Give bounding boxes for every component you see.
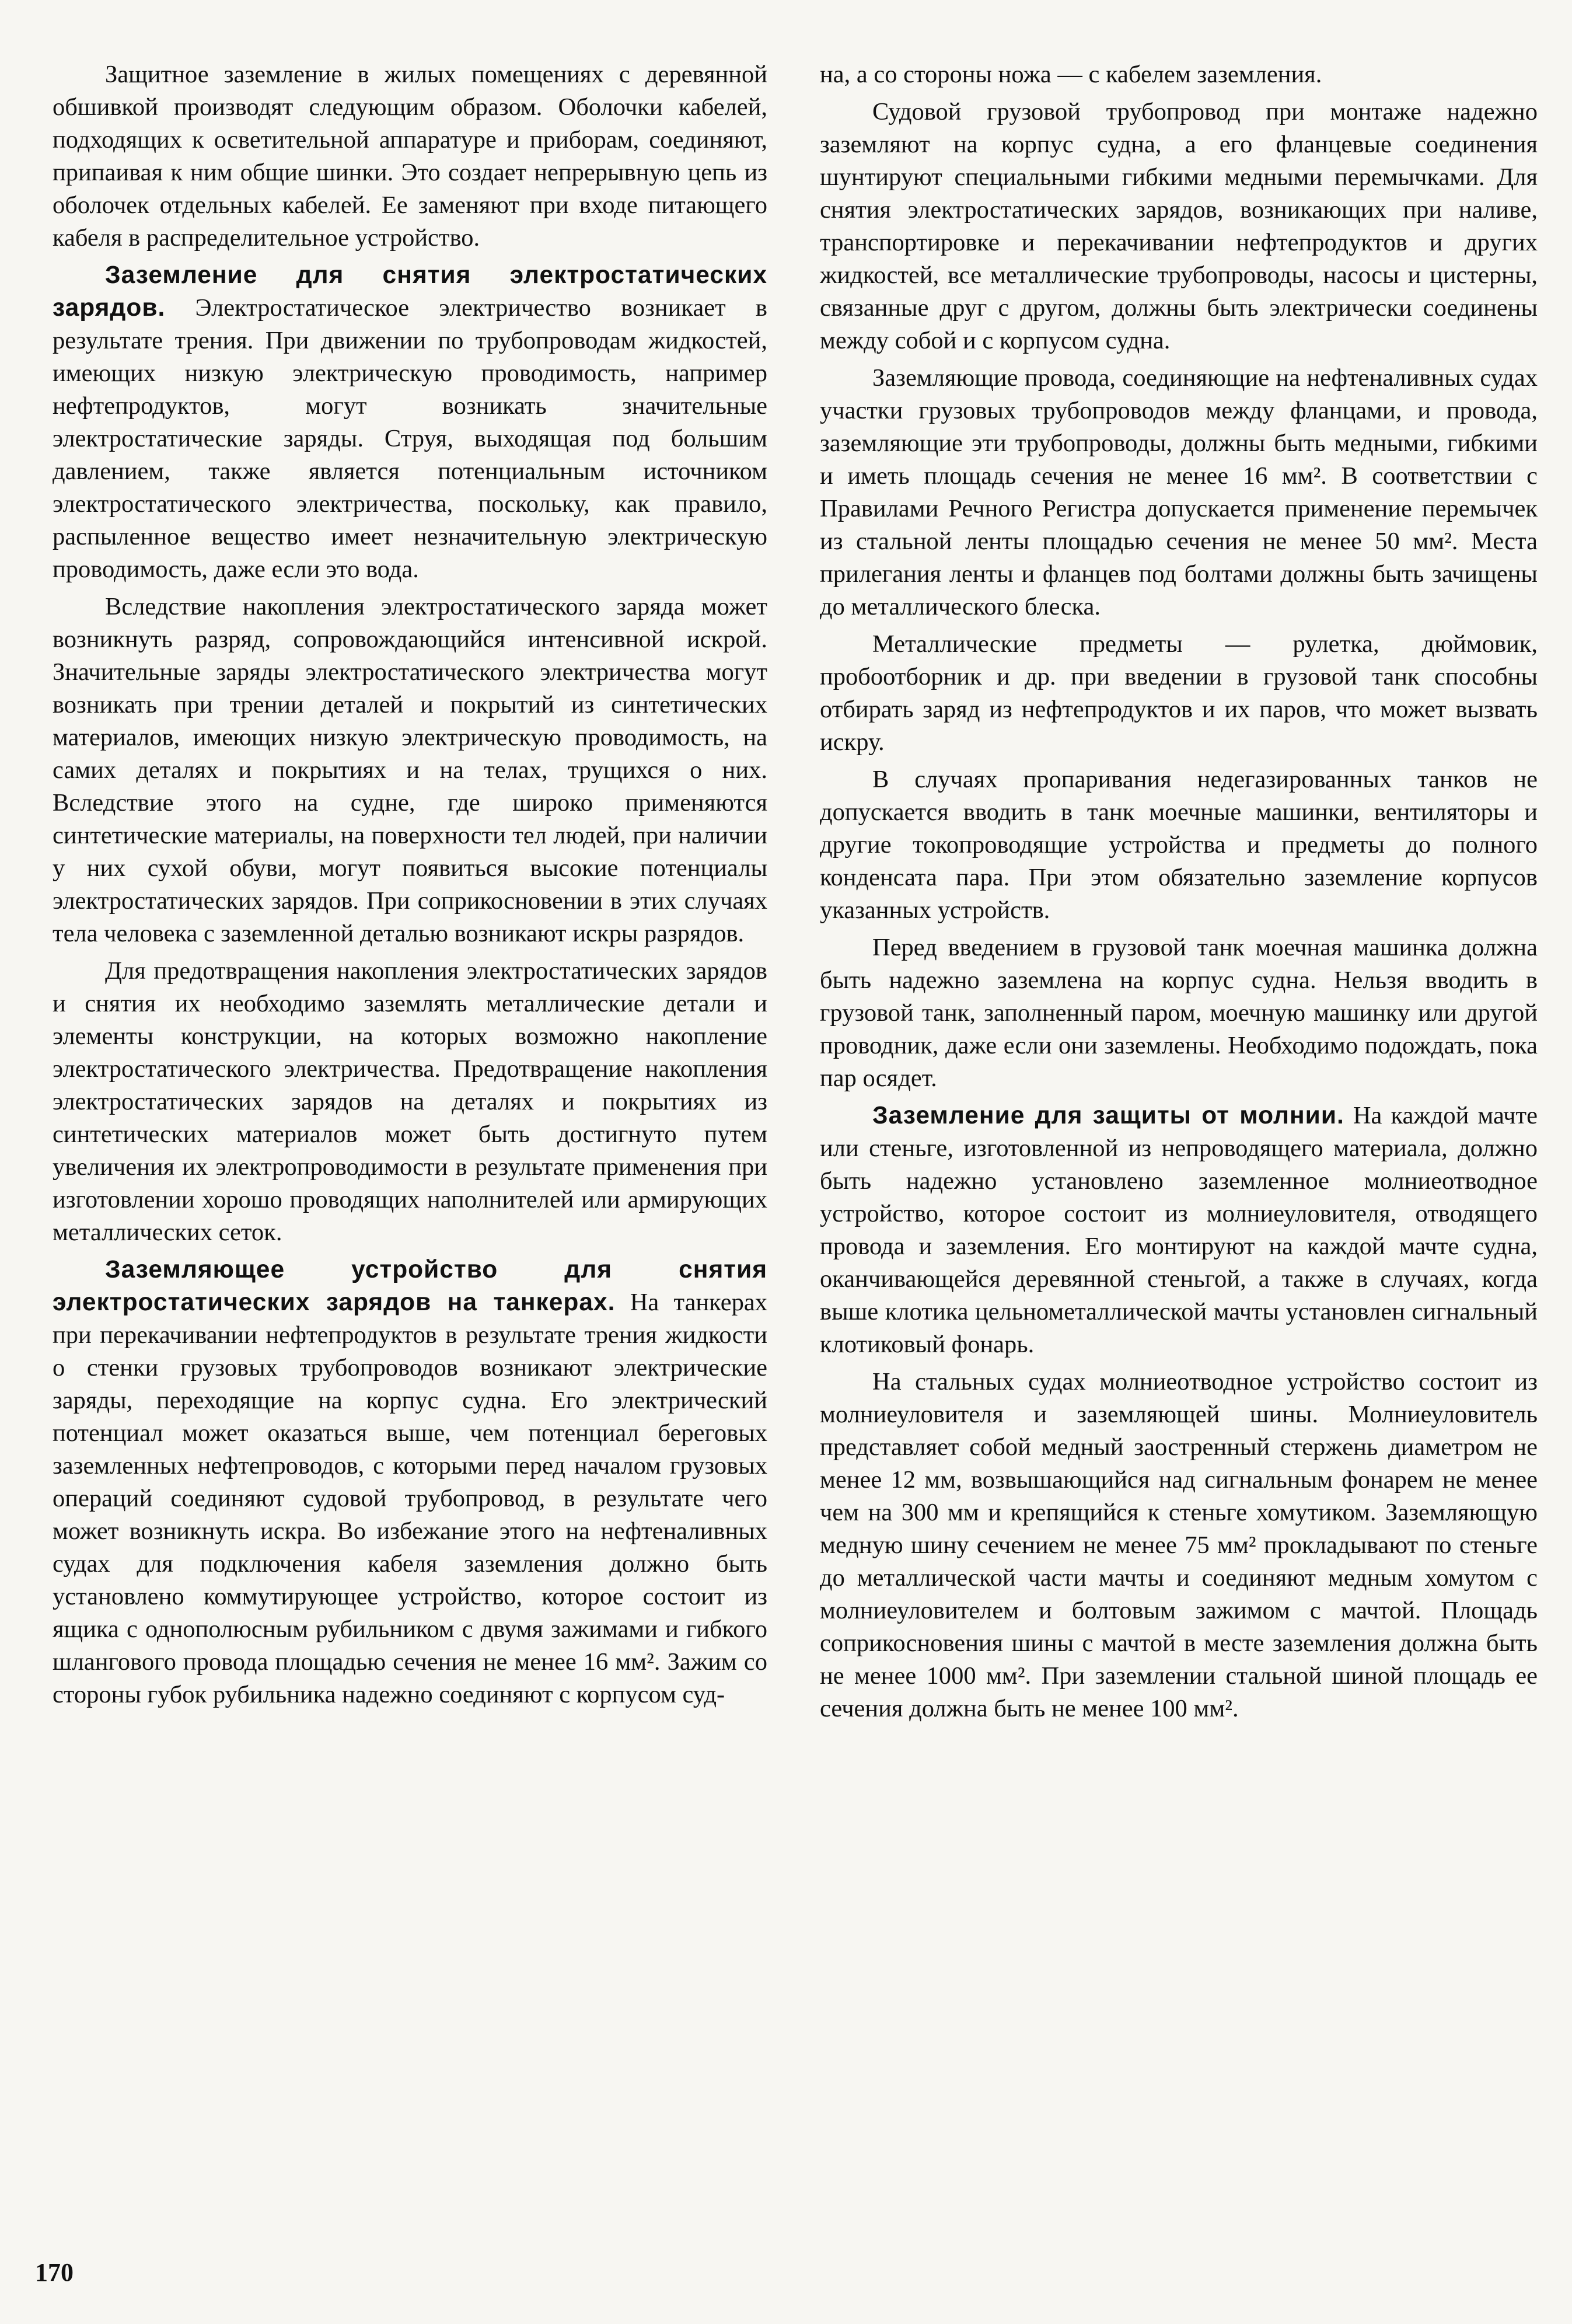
paragraph: На стальных судах молниеотводное устройство состоит из молниеуловителя и заземляющей шины. Молниеуловитель представляет собой медный заостренный стержень диаметром не менее 12 мм, возвышающийся над сигнальным фонарем не менее чем на 300 мм и крепящийся к стеньге хомутиком. Заземляющую медную шину сечением не менее 75 мм² прокладывают по стеньге до металлической части мачты и соединяют медным хомутом с молниеуловителем и болтовым зажимом с мачтой. Площадь соприкосновения шины с мачтой в месте заземления должна быть не менее 1000 мм². При заземлении стальной шиной площадь ее сечения должна быть не менее 100 мм². bbox=[820, 1368, 1538, 1722]
paragraph: Заземляющие провода, соединяющие на нефтеналивных судах участки грузовых трубопроводов между фланцами, и провода, заземляющие эти трубопроводы, должны быть медными, гибкими и иметь площадь сечения не менее 16 мм². В соответствии с Правилами Речного Регистра допускается применение перемычек из стальной ленты площадью сечения не менее 50 мм². Места прилегания ленты и фланцев под болтами должны быть зачищены до металлического блеска. bbox=[820, 364, 1538, 620]
paragraph: Металлические предметы — рулетка, дюймовик, пробоотборник и др. при введении в грузовой танк способны отбирать заряд из нефтепродуктов и их паров, что может вызвать искру. bbox=[820, 630, 1538, 756]
section-heading: Заземление для защиты от молнии. bbox=[872, 1102, 1344, 1129]
paragraph: Для предотвращения накопления электростатических зарядов и снятия их необходимо заземлять металлические детали и элементы конструкции, на которых возможно накопление электростатического электричества. Предотвращение накопления электростатических зарядов на деталях и покрытиях из синтетических материалов может быть достигнуто путем увеличения их электропроводимости в результате применения при изготовлении хорошо проводящих наполнителей или армирующих металлических сеток. bbox=[53, 957, 767, 1246]
paragraph: Заземление для защиты от молнии. На каждой мачте или стеньге, изготовленной из непроводящего материала, должно быть надежно установлено заземленное молниеотводное устройство, которое состоит из молниеуловителя, отводящего провода и заземления. Его монтируют на каждой мачте судна, оканчивающейся деревянной стеньгой, а также в случаях, когда выше клотика цельнометаллической мачты установлен сигнальный клотиковый фонарь. bbox=[820, 1102, 1538, 1358]
paragraph: Защитное заземление в жилых помещениях с деревянной обшивкой производят следующим образом. Оболочки кабелей, подходящих к осветительной аппаратуре и приборам, соединяют, припаивая к ним общие шинки. Это создает непрерывную цепь из оболочек отдельных кабелей. Ее заменяют при входе питающего кабеля в распределительное устройство. bbox=[53, 61, 767, 252]
paragraph-continuation: на, а со стороны ножа — с кабелем заземления. bbox=[820, 61, 1322, 88]
paragraph: В случаях пропаривания недегазированных танков не допускается вводить в танк моечные машинки, вентиляторы и другие токопроводящие устройства и предметы до полного конденсата пара. При этом обязательно заземление корпусов указанных устройств. bbox=[820, 766, 1538, 924]
paragraph: Заземляющее устройство для снятия электростатических зарядов на танкерах. На танкерах при перекачивании нефтепродуктов в результате трения жидкости о стенки грузовых трубопроводов возникают электрические заряды, переходящие на корпус судна. Его электрический потенциал может оказаться выше, чем потенциал береговых заземленных нефтепроводов, с которыми перед началом грузовых операций соединяют судовой трубопровод, в результате чего может возникнуть искра. Во избежание этого на нефтеналивных судах для подключения кабеля заземления должно быть установлено коммутирующее устройство, которое состоит из ящика с однополюсным рубильником с двумя зажимами и гибкого шлангового провода площадью сечения не менее 16 мм². Зажим со стороны губок рубильника надежно соединяют с корпусом суд- bbox=[53, 1256, 767, 1708]
right-text-column bbox=[820, 58, 1538, 1730]
page-number: 170 bbox=[35, 2258, 74, 2287]
paragraph: Перед введением в грузовой танк моечная машинка должна быть надежно заземлена на корпус судна. Нельзя вводить в грузовой танк, заполненный паром, моечную машинку или другой проводник, даже если они заземлены. Необходимо подождать, пока пар осядет. bbox=[820, 934, 1538, 1092]
section-heading: Заземляющее устройство для снятия электростатических зарядов на танкерах. bbox=[53, 1256, 767, 1316]
paragraph: Судовой грузовой трубопровод при монтаже надежно заземляют на корпус судна, а его фланцевые соединения шунтируют специальными гибкими медными перемычками. Для снятия электростатических зарядов, возникающих при наливе, транспортировке и перекачивании нефтепродуктов и других жидкостей, все металлические трубопроводы, насосы и цистерны, связанные друг с другом, должны быть электрически соединены между собой и с корпусом судна. bbox=[820, 98, 1538, 354]
paragraph: Заземление для снятия электростатических зарядов. Электростатическое электричество возникает в результате трения. При движении по трубопроводам жидкостей, имеющих низкую электрическую проводимость, например нефтепродуктов, могут возникать значительные электростатические заряды. Струя, выходящая под большим давлением, также является потенциальным источником электростатического электричества, поскольку, как правило, распыленное вещество имеет незначительную электрическую проводимость, даже если это вода. bbox=[53, 261, 767, 583]
paragraph: Вследствие накопления электростатического заряда может возникнуть разряд, сопровождающийся интенсивной искрой. Значительные заряды электростатического электричества могут возникать при трении деталей и покрытий из синтетических материалов, имеющих низкую электрическую проводимость, на самих деталях и покрытиях и на телах, трущихся о них. Вследствие этого на судне, где широко применяются синтетические материалы, на поверхности тел людей, при наличии у них сухой обуви, могут появиться высокие потенциалы электростатических зарядов. При соприкосновении в этих случаях тела человека с заземленной деталью возникают искры разрядов. bbox=[53, 593, 767, 947]
section-heading: Заземление для снятия электростатических зарядов. bbox=[53, 261, 767, 322]
left-text-column bbox=[53, 58, 767, 1716]
